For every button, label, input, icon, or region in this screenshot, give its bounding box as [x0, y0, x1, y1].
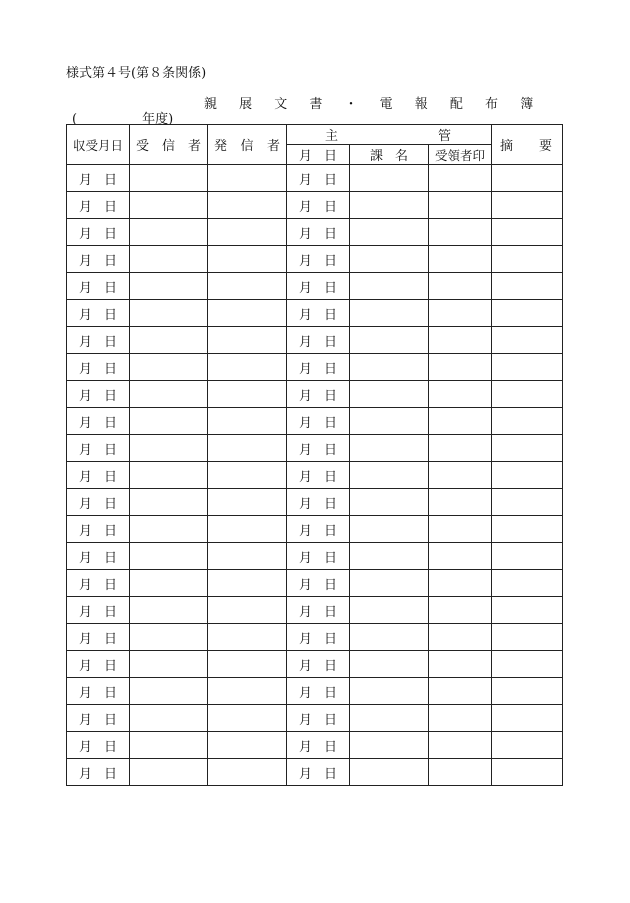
- table-row: [67, 192, 563, 219]
- sender-cell[interactable]: [208, 489, 287, 516]
- month-label: 月: [78, 496, 92, 512]
- received-date-cell[interactable]: [67, 489, 130, 516]
- section-name-cell[interactable]: [350, 732, 429, 759]
- received-date-cell[interactable]: [67, 732, 130, 759]
- sender-cell[interactable]: [208, 462, 287, 489]
- handled-date-cell[interactable]: [287, 165, 350, 192]
- receiver-seal-cell[interactable]: [429, 408, 492, 435]
- sender-cell[interactable]: [208, 327, 287, 354]
- recipient-cell[interactable]: [130, 192, 208, 219]
- receiver-seal-cell[interactable]: [429, 165, 492, 192]
- handled-date-cell[interactable]: [287, 705, 350, 732]
- receiver-seal-cell[interactable]: [429, 192, 492, 219]
- header-department-in-charge: 主 管: [287, 125, 492, 145]
- header-received-date: 収受月日: [67, 125, 130, 165]
- day-label: 日: [104, 226, 118, 242]
- received-date-cell[interactable]: [67, 435, 130, 462]
- receiver-seal-cell[interactable]: [429, 570, 492, 597]
- month-label: 月: [78, 604, 92, 620]
- day-label: 日: [324, 577, 338, 593]
- remarks-cell[interactable]: [492, 354, 563, 381]
- handled-date-cell[interactable]: [287, 327, 350, 354]
- month-label: 月: [78, 172, 92, 188]
- recipient-cell[interactable]: [130, 651, 208, 678]
- header-receiver-seal: 受領者印: [429, 145, 492, 165]
- table-row: [67, 246, 563, 273]
- sender-cell[interactable]: [208, 165, 287, 192]
- remarks-cell[interactable]: [492, 408, 563, 435]
- header-remarks: 摘 要: [492, 125, 563, 165]
- section-name-cell[interactable]: [350, 570, 429, 597]
- month-label: 月: [78, 766, 92, 782]
- handled-date-cell[interactable]: [287, 651, 350, 678]
- month-label: 月: [298, 334, 312, 350]
- sender-cell[interactable]: [208, 597, 287, 624]
- section-name-cell[interactable]: [350, 354, 429, 381]
- sender-cell[interactable]: [208, 246, 287, 273]
- received-date-cell[interactable]: [67, 516, 130, 543]
- day-label: 日: [104, 550, 118, 566]
- remarks-cell[interactable]: [492, 651, 563, 678]
- handled-date-cell[interactable]: [287, 435, 350, 462]
- fiscal-year-field: ( 年度): [72, 112, 174, 127]
- month-label: 月: [298, 307, 312, 323]
- received-date-cell[interactable]: [67, 354, 130, 381]
- recipient-cell[interactable]: [130, 516, 208, 543]
- recipient-cell[interactable]: [130, 543, 208, 570]
- received-date-cell[interactable]: [67, 273, 130, 300]
- table-row: [67, 597, 563, 624]
- handled-date-cell[interactable]: [287, 732, 350, 759]
- month-label: 月: [298, 739, 312, 755]
- header-section-name: 課 名: [350, 145, 429, 165]
- receiver-seal-cell[interactable]: [429, 327, 492, 354]
- day-label: 日: [104, 685, 118, 701]
- section-name-cell[interactable]: [350, 705, 429, 732]
- day-label: 日: [324, 172, 338, 188]
- day-label: 日: [104, 199, 118, 215]
- remarks-cell[interactable]: [492, 516, 563, 543]
- table-row: [67, 408, 563, 435]
- table-row: [67, 165, 563, 192]
- day-label: 日: [324, 388, 338, 404]
- table-row: [67, 273, 563, 300]
- table-row: [67, 462, 563, 489]
- handled-date-cell[interactable]: [287, 300, 350, 327]
- received-date-cell[interactable]: [67, 327, 130, 354]
- day-label: 日: [324, 442, 338, 458]
- remarks-cell[interactable]: [492, 597, 563, 624]
- month-label: 月: [78, 253, 92, 269]
- table-row: [67, 219, 563, 246]
- receiver-seal-cell[interactable]: [429, 597, 492, 624]
- section-name-cell[interactable]: [350, 327, 429, 354]
- receiver-seal-cell[interactable]: [429, 678, 492, 705]
- day-label: 日: [104, 577, 118, 593]
- receiver-seal-cell[interactable]: [429, 651, 492, 678]
- sender-cell[interactable]: [208, 435, 287, 462]
- table-row: [67, 543, 563, 570]
- month-label: 月: [298, 280, 312, 296]
- table-row: [67, 624, 563, 651]
- handled-date-cell[interactable]: [287, 597, 350, 624]
- section-name-cell[interactable]: [350, 165, 429, 192]
- remarks-cell[interactable]: [492, 327, 563, 354]
- sender-cell[interactable]: [208, 624, 287, 651]
- handled-date-cell[interactable]: [287, 570, 350, 597]
- day-label: 日: [324, 766, 338, 782]
- sender-cell[interactable]: [208, 732, 287, 759]
- day-label: 日: [324, 334, 338, 350]
- month-label: 月: [298, 415, 312, 431]
- received-date-cell[interactable]: [67, 192, 130, 219]
- handled-date-cell[interactable]: [287, 759, 350, 786]
- month-label: 月: [78, 307, 92, 323]
- remarks-cell[interactable]: [492, 624, 563, 651]
- month-label: 月: [78, 550, 92, 566]
- remarks-cell[interactable]: [492, 570, 563, 597]
- sender-cell[interactable]: [208, 516, 287, 543]
- table-row: [67, 300, 563, 327]
- day-label: 日: [104, 496, 118, 512]
- recipient-cell[interactable]: [130, 354, 208, 381]
- table-row: [67, 651, 563, 678]
- sender-cell[interactable]: [208, 705, 287, 732]
- remarks-cell[interactable]: [492, 300, 563, 327]
- month-label: 月: [298, 712, 312, 728]
- section-name-cell[interactable]: [350, 435, 429, 462]
- month-label: 月: [298, 631, 312, 647]
- received-date-cell[interactable]: [67, 165, 130, 192]
- document-title: 親 展 文 書 ・ 電 報 配 布 簿: [204, 97, 543, 112]
- handled-date-cell[interactable]: [287, 543, 350, 570]
- sender-cell[interactable]: [208, 192, 287, 219]
- month-label: 月: [78, 361, 92, 377]
- recipient-cell[interactable]: [130, 732, 208, 759]
- day-label: 日: [324, 658, 338, 674]
- month-label: 月: [298, 685, 312, 701]
- month-label: 月: [78, 739, 92, 755]
- section-name-cell[interactable]: [350, 651, 429, 678]
- received-date-cell[interactable]: [67, 597, 130, 624]
- month-label: 月: [298, 361, 312, 377]
- month-label: 月: [298, 604, 312, 620]
- remarks-cell[interactable]: [492, 705, 563, 732]
- recipient-cell[interactable]: [130, 678, 208, 705]
- sender-cell[interactable]: [208, 381, 287, 408]
- remarks-cell[interactable]: [492, 219, 563, 246]
- month-label: 月: [78, 631, 92, 647]
- recipient-cell[interactable]: [130, 327, 208, 354]
- month-label: 月: [78, 523, 92, 539]
- day-label: 日: [104, 415, 118, 431]
- section-name-cell[interactable]: [350, 246, 429, 273]
- day-label: 日: [104, 604, 118, 620]
- day-label: 日: [324, 523, 338, 539]
- day-label: 日: [104, 523, 118, 539]
- month-label: 月: [78, 415, 92, 431]
- receiver-seal-cell[interactable]: [429, 705, 492, 732]
- recipient-cell[interactable]: [130, 705, 208, 732]
- receiver-seal-cell[interactable]: [429, 624, 492, 651]
- received-date-cell[interactable]: [67, 300, 130, 327]
- receiver-seal-cell[interactable]: [429, 273, 492, 300]
- sender-cell[interactable]: [208, 759, 287, 786]
- month-label: 月: [298, 199, 312, 215]
- recipient-cell[interactable]: [130, 597, 208, 624]
- remarks-cell[interactable]: [492, 435, 563, 462]
- sender-cell[interactable]: [208, 354, 287, 381]
- table-row: [67, 516, 563, 543]
- month-label: 月: [78, 199, 92, 215]
- month-label: 月: [298, 172, 312, 188]
- sender-cell[interactable]: [208, 543, 287, 570]
- month-label: 月: [78, 334, 92, 350]
- remarks-cell[interactable]: [492, 732, 563, 759]
- table-row: [67, 732, 563, 759]
- header-recipient: 受 信 者: [130, 125, 208, 165]
- day-label: 日: [104, 469, 118, 485]
- handled-date-cell[interactable]: [287, 678, 350, 705]
- month-label: 月: [298, 253, 312, 269]
- sender-cell[interactable]: [208, 651, 287, 678]
- recipient-cell[interactable]: [130, 300, 208, 327]
- remarks-cell[interactable]: [492, 489, 563, 516]
- receiver-seal-cell[interactable]: [429, 381, 492, 408]
- sender-cell[interactable]: [208, 219, 287, 246]
- month-label: 月: [78, 685, 92, 701]
- received-date-cell[interactable]: [67, 381, 130, 408]
- recipient-cell[interactable]: [130, 570, 208, 597]
- month-label: 月: [78, 442, 92, 458]
- month-label: 月: [298, 442, 312, 458]
- remarks-cell[interactable]: [492, 273, 563, 300]
- day-label: 日: [104, 334, 118, 350]
- table-row: [67, 705, 563, 732]
- month-label: 月: [298, 496, 312, 512]
- day-label: 日: [324, 253, 338, 269]
- day-label: 日: [324, 415, 338, 431]
- section-name-cell[interactable]: [350, 678, 429, 705]
- table-row: [67, 435, 563, 462]
- receiver-seal-cell[interactable]: [429, 759, 492, 786]
- receiver-seal-cell[interactable]: [429, 246, 492, 273]
- received-date-cell[interactable]: [67, 462, 130, 489]
- remarks-cell[interactable]: [492, 543, 563, 570]
- month-label: 月: [298, 226, 312, 242]
- day-label: 日: [104, 253, 118, 269]
- recipient-cell[interactable]: [130, 759, 208, 786]
- receiver-seal-cell[interactable]: [429, 435, 492, 462]
- handled-date-cell[interactable]: [287, 273, 350, 300]
- recipient-cell[interactable]: [130, 624, 208, 651]
- day-label: 日: [324, 199, 338, 215]
- received-date-cell[interactable]: [67, 705, 130, 732]
- section-name-cell[interactable]: [350, 273, 429, 300]
- day-label: 日: [324, 496, 338, 512]
- section-name-cell[interactable]: [350, 516, 429, 543]
- received-date-cell[interactable]: [67, 219, 130, 246]
- recipient-cell[interactable]: [130, 435, 208, 462]
- sender-cell[interactable]: [208, 273, 287, 300]
- handled-date-cell[interactable]: [287, 408, 350, 435]
- month-label: 月: [298, 550, 312, 566]
- month-label: 月: [298, 523, 312, 539]
- day-label: 日: [104, 280, 118, 296]
- table-row: [67, 381, 563, 408]
- handled-date-cell[interactable]: [287, 462, 350, 489]
- day-label: 日: [104, 388, 118, 404]
- header-date: 月 日: [287, 145, 350, 165]
- day-label: 日: [104, 739, 118, 755]
- received-date-cell[interactable]: [67, 246, 130, 273]
- sender-cell[interactable]: [208, 570, 287, 597]
- day-label: 日: [104, 712, 118, 728]
- section-name-cell[interactable]: [350, 543, 429, 570]
- day-label: 日: [324, 685, 338, 701]
- month-label: 月: [78, 280, 92, 296]
- month-label: 月: [78, 226, 92, 242]
- sender-cell[interactable]: [208, 300, 287, 327]
- recipient-cell[interactable]: [130, 381, 208, 408]
- month-label: 月: [298, 388, 312, 404]
- form-number: 様式第４号(第８条関係): [66, 66, 207, 81]
- day-label: 日: [324, 739, 338, 755]
- remarks-cell[interactable]: [492, 678, 563, 705]
- receiver-seal-cell[interactable]: [429, 732, 492, 759]
- month-label: 月: [78, 388, 92, 404]
- received-date-cell[interactable]: [67, 570, 130, 597]
- day-label: 日: [324, 604, 338, 620]
- day-label: 日: [104, 361, 118, 377]
- handled-date-cell[interactable]: [287, 489, 350, 516]
- handled-date-cell[interactable]: [287, 624, 350, 651]
- received-date-cell[interactable]: [67, 759, 130, 786]
- receiver-seal-cell[interactable]: [429, 462, 492, 489]
- recipient-cell[interactable]: [130, 165, 208, 192]
- day-label: 日: [324, 712, 338, 728]
- received-date-cell[interactable]: [67, 651, 130, 678]
- day-label: 日: [104, 307, 118, 323]
- recipient-cell[interactable]: [130, 219, 208, 246]
- recipient-cell[interactable]: [130, 273, 208, 300]
- day-label: 日: [104, 442, 118, 458]
- received-date-cell[interactable]: [67, 543, 130, 570]
- day-label: 日: [104, 631, 118, 647]
- table-row: [67, 354, 563, 381]
- section-name-cell[interactable]: [350, 462, 429, 489]
- day-label: 日: [324, 469, 338, 485]
- day-label: 日: [104, 172, 118, 188]
- section-name-cell[interactable]: [350, 381, 429, 408]
- section-name-cell[interactable]: [350, 597, 429, 624]
- table-row: [67, 678, 563, 705]
- month-label: 月: [298, 469, 312, 485]
- header-sender: 発 信 者: [208, 125, 287, 165]
- remarks-cell[interactable]: [492, 462, 563, 489]
- month-label: 月: [298, 577, 312, 593]
- month-label: 月: [78, 577, 92, 593]
- receiver-seal-cell[interactable]: [429, 516, 492, 543]
- month-label: 月: [298, 766, 312, 782]
- table-row: [67, 489, 563, 516]
- day-label: 日: [324, 226, 338, 242]
- handled-date-cell[interactable]: [287, 381, 350, 408]
- received-date-cell[interactable]: [67, 408, 130, 435]
- table-row: [67, 327, 563, 354]
- receiver-seal-cell[interactable]: [429, 543, 492, 570]
- table-row: [67, 759, 563, 786]
- remarks-cell[interactable]: [492, 759, 563, 786]
- day-label: 日: [324, 550, 338, 566]
- section-name-cell[interactable]: [350, 489, 429, 516]
- table-row: [67, 570, 563, 597]
- handled-date-cell[interactable]: [287, 516, 350, 543]
- handled-date-cell[interactable]: [287, 246, 350, 273]
- recipient-cell[interactable]: [130, 408, 208, 435]
- section-name-cell[interactable]: [350, 408, 429, 435]
- recipient-cell[interactable]: [130, 489, 208, 516]
- day-label: 日: [104, 658, 118, 674]
- receiver-seal-cell[interactable]: [429, 219, 492, 246]
- sender-cell[interactable]: [208, 678, 287, 705]
- sender-cell[interactable]: [208, 408, 287, 435]
- section-name-cell[interactable]: [350, 300, 429, 327]
- remarks-cell[interactable]: [492, 165, 563, 192]
- section-name-cell[interactable]: [350, 192, 429, 219]
- month-label: 月: [78, 712, 92, 728]
- month-label: 月: [78, 658, 92, 674]
- day-label: 日: [324, 280, 338, 296]
- day-label: 日: [324, 307, 338, 323]
- handled-date-cell[interactable]: [287, 354, 350, 381]
- section-name-cell[interactable]: [350, 759, 429, 786]
- received-date-cell[interactable]: [67, 678, 130, 705]
- month-label: 月: [78, 469, 92, 485]
- remarks-cell[interactable]: [492, 192, 563, 219]
- day-label: 日: [104, 766, 118, 782]
- receiver-seal-cell[interactable]: [429, 489, 492, 516]
- day-label: 日: [324, 361, 338, 377]
- month-label: 月: [298, 658, 312, 674]
- handled-date-cell[interactable]: [287, 219, 350, 246]
- handled-date-cell[interactable]: [287, 192, 350, 219]
- remarks-cell[interactable]: [492, 381, 563, 408]
- distribution-register-table: [66, 124, 563, 786]
- recipient-cell[interactable]: [130, 246, 208, 273]
- section-name-cell[interactable]: [350, 219, 429, 246]
- section-name-cell[interactable]: [350, 624, 429, 651]
- remarks-cell[interactable]: [492, 246, 563, 273]
- recipient-cell[interactable]: [130, 462, 208, 489]
- receiver-seal-cell[interactable]: [429, 300, 492, 327]
- received-date-cell[interactable]: [67, 624, 130, 651]
- receiver-seal-cell[interactable]: [429, 354, 492, 381]
- day-label: 日: [324, 631, 338, 647]
